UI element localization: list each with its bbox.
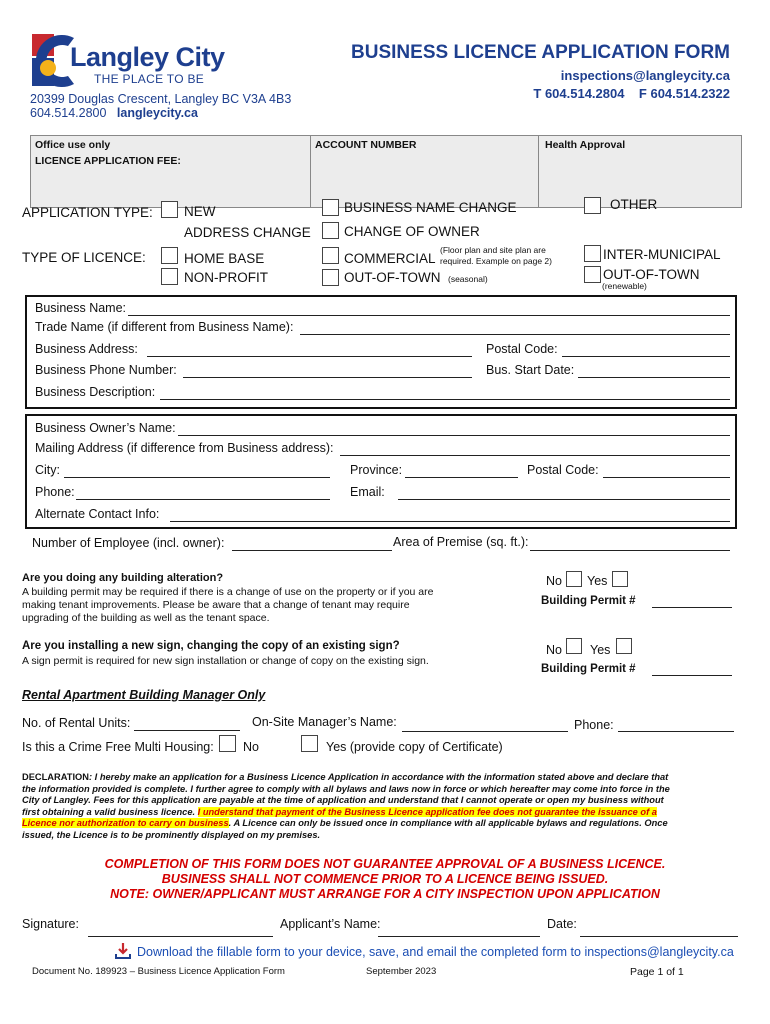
form-title: BUSINESS LICENCE APPLICATION FORM: [351, 42, 730, 63]
owner-email-label: Email:: [350, 485, 385, 499]
building-desc-1: A building permit may be required if there is a change of use on the property or if you are: [22, 586, 434, 598]
commercial-note-1: (Floor plan and site plan are: [440, 245, 546, 255]
rental-heading: Rental Apartment Building Manager Only: [22, 688, 266, 702]
checkbox-crime-free-no[interactable]: [219, 735, 236, 752]
declaration-label: DECLARATION: [22, 772, 89, 782]
city-address: 20399 Douglas Crescent, Langley BC V3A 4B3: [30, 92, 292, 106]
declaration-text: [22, 772, 752, 841]
account-number-label: ACCOUNT NUMBER: [315, 139, 417, 151]
notice-line-3: NOTE: OWNER/APPLICANT MUST ARRANGE FOR A CITY INSPECTION UPON APPLICATION: [110, 887, 660, 901]
building-no-label: No: [546, 574, 562, 588]
page-number: Page 1 of 1: [630, 966, 684, 978]
declaration-line-3: City of Langley. Fees for this application are payable at the time of application and understand that I cannot operate or open my business without: [22, 795, 664, 805]
crime-free-no-label: No: [243, 740, 259, 754]
declaration-line-2: the information provided is complete. I further agree to comply with all bylaws and laws now in force or which hereafter may come into force in the: [22, 783, 670, 794]
logo-text: Langley City: [70, 42, 225, 72]
building-desc-2: making tenant improvements. Please be aware that a change of tenant may require: [22, 599, 410, 611]
owner-email-field[interactable]: [398, 499, 730, 500]
sign-question: Are you installing a new sign, changing the copy of an existing sign?: [22, 640, 400, 652]
postal-code-field[interactable]: [562, 356, 730, 357]
alternate-contact-field[interactable]: [170, 521, 730, 522]
address-change-label: ADDRESS CHANGE: [184, 225, 311, 240]
application-type-label: APPLICATION TYPE:: [22, 205, 153, 220]
fee-label: LICENCE APPLICATION FEE:: [35, 155, 181, 167]
owner-name-field[interactable]: [178, 435, 730, 436]
owner-phone-label: Phone:: [35, 485, 75, 499]
document-date: September 2023: [366, 966, 437, 977]
home-base-label: HOME BASE: [184, 251, 265, 266]
document-number: Document No. 189923 – Business Licence Application Form: [32, 966, 285, 977]
date-label: Date:: [547, 917, 577, 931]
crime-free-yes-label: Yes (provide copy of Certificate): [326, 740, 503, 754]
business-description-field[interactable]: [160, 399, 730, 400]
commercial-label: COMMERCIAL: [344, 251, 436, 266]
manager-phone-label: Phone:: [574, 718, 614, 732]
health-approval-label: Health Approval: [545, 139, 626, 151]
crime-free-label: Is this a Crime Free Multi Housing:: [22, 740, 214, 754]
licence-type-label: TYPE OF LICENCE:: [22, 250, 146, 265]
checkbox-building-no[interactable]: [566, 571, 582, 587]
building-permit-label: Building Permit #: [541, 595, 636, 607]
business-address-label: Business Address:: [35, 342, 138, 356]
mailing-address-label: Mailing Address (if difference from Business address):: [35, 441, 334, 455]
checkbox-other[interactable]: [584, 197, 601, 214]
trade-name-field[interactable]: [300, 334, 730, 335]
business-description-label: Business Description:: [35, 385, 156, 399]
sign-permit-label: Building Permit #: [541, 663, 636, 675]
province-label: Province:: [350, 463, 403, 477]
non-profit-label: NON-PROFIT: [184, 270, 268, 285]
renewable-note: (renewable): [602, 281, 647, 291]
declaration-line-4a: first obtaining a valid business licence.: [22, 806, 198, 817]
declaration-line-5b: . A Licence can only be issued once in compliance with all applicable bylaws and regulations. Once: [228, 818, 668, 828]
new-label: NEW: [184, 204, 216, 219]
rental-units-label: No. of Rental Units:: [22, 716, 131, 730]
alternate-contact-label: Alternate Contact Info:: [35, 507, 160, 521]
owner-phone-field[interactable]: [76, 499, 330, 500]
download-icon: [115, 942, 131, 960]
commercial-note-2: required. Example on page 2): [440, 256, 552, 266]
declaration-line-1: : I hereby make an application for a Business Licence Application in accordance with the information stated above and declare that: [88, 772, 669, 782]
checkbox-commercial[interactable]: [322, 247, 339, 264]
applicant-name-label: Applicant’s Name:: [280, 917, 381, 931]
checkbox-inter-municipal[interactable]: [584, 245, 601, 262]
seasonal-note: (seasonal): [448, 274, 488, 284]
business-address-field[interactable]: [147, 356, 472, 357]
checkbox-home-base[interactable]: [161, 247, 178, 264]
building-question: Are you doing any building alteration?: [22, 572, 224, 584]
declaration-highlight-2: Licence nor authorization to carry on business: [22, 818, 229, 828]
inter-municipal-label: INTER-MUNICIPAL: [603, 247, 721, 262]
checkbox-owner-change[interactable]: [322, 222, 339, 239]
premise-area-label: Area of Premise (sq. ft.):: [393, 535, 529, 549]
owner-change-label: CHANGE OF OWNER: [344, 224, 480, 239]
office-use-label: Office use only: [35, 139, 111, 151]
province-field[interactable]: [405, 477, 518, 478]
sign-yes-label: Yes: [590, 643, 611, 657]
signature-field[interactable]: [88, 936, 273, 937]
manager-phone-field[interactable]: [618, 731, 734, 732]
rental-units-field[interactable]: [134, 730, 240, 731]
checkbox-sign-no[interactable]: [566, 638, 582, 654]
notice-line-2: BUSINESS SHALL NOT COMMENCE PRIOR TO A LICENCE BEING ISSUED.: [161, 872, 609, 886]
owner-postal-label: Postal Code:: [527, 463, 599, 477]
contact-email[interactable]: inspections@langleycity.ca: [560, 68, 730, 83]
city-phone: 604.514.2800: [30, 106, 107, 120]
owner-name-label: Business Owner’s Name:: [35, 421, 176, 435]
checkbox-building-yes[interactable]: [612, 571, 628, 587]
checkbox-sign-yes[interactable]: [616, 638, 632, 654]
sign-permit-field[interactable]: [652, 675, 732, 676]
out-of-town-label: OUT-OF-TOWN: [344, 270, 441, 285]
notice-line-1: COMPLETION OF THIS FORM DOES NOT GUARANTEE APPROVAL OF A BUSINESS LICENCE.: [104, 857, 666, 871]
employee-count-field[interactable]: [232, 550, 392, 551]
building-yes-label: Yes: [587, 574, 608, 588]
download-text[interactable]: Download the fillable form to your device, save, and email the completed form to inspections@langleycity.ca: [137, 945, 734, 959]
checkbox-out-of-town-seasonal[interactable]: [322, 269, 339, 286]
checkbox-non-profit[interactable]: [161, 268, 178, 285]
city-contact: [30, 106, 198, 120]
checkbox-new[interactable]: [161, 201, 178, 218]
declaration-line-6: issued, the Licence is to be prominently displayed on my premises.: [22, 829, 321, 840]
checkbox-out-of-town-renewable[interactable]: [584, 266, 601, 283]
building-desc-3: upgrading of the building as well as the tenant space.: [22, 612, 270, 624]
owner-postal-field[interactable]: [603, 477, 730, 478]
contact-tel-fax: T 604.514.2804 F 604.514.2322: [533, 86, 730, 101]
employee-count-label: Number of Employee (incl. owner):: [32, 536, 225, 550]
sign-no-label: No: [546, 643, 562, 657]
city-logo: [30, 32, 230, 92]
start-date-label: Bus. Start Date:: [486, 363, 575, 377]
business-name-label: Business Name:: [35, 301, 127, 315]
premise-area-field[interactable]: [530, 550, 730, 551]
manager-name-label: On-Site Manager’s Name:: [252, 715, 397, 729]
business-name-field[interactable]: [128, 315, 730, 316]
declaration-highlight-1: I understand that payment of the Business Licence application fee does not guarantee the issuance of a: [197, 806, 657, 817]
out-of-town-renewable-label: OUT-OF-TOWN: [603, 267, 700, 282]
building-permit-field[interactable]: [652, 607, 732, 608]
logo-tagline: THE PLACE TO BE: [94, 72, 205, 86]
mailing-address-field[interactable]: [340, 455, 730, 456]
name-change-label: BUSINESS NAME CHANGE: [344, 200, 517, 215]
other-label: OTHER: [610, 197, 658, 212]
trade-name-label: Trade Name (if different from Business Name):: [35, 320, 294, 334]
postal-code-label: Postal Code:: [486, 342, 558, 356]
manager-name-field[interactable]: [402, 731, 568, 732]
city-website[interactable]: langleycity.ca: [116, 106, 198, 120]
sign-desc: A sign permit is required for new sign installation or change of copy on the existing sign.: [22, 655, 429, 667]
date-field[interactable]: [580, 936, 738, 937]
checkbox-crime-free-yes[interactable]: [301, 735, 318, 752]
business-phone-field[interactable]: [183, 377, 472, 378]
applicant-name-field[interactable]: [378, 936, 540, 937]
checkbox-name-change[interactable]: [322, 199, 339, 216]
business-phone-label: Business Phone Number:: [35, 363, 177, 377]
start-date-field[interactable]: [578, 377, 730, 378]
signature-label: Signature:: [22, 917, 79, 931]
city-label: City:: [35, 463, 60, 477]
city-field[interactable]: [64, 477, 330, 478]
